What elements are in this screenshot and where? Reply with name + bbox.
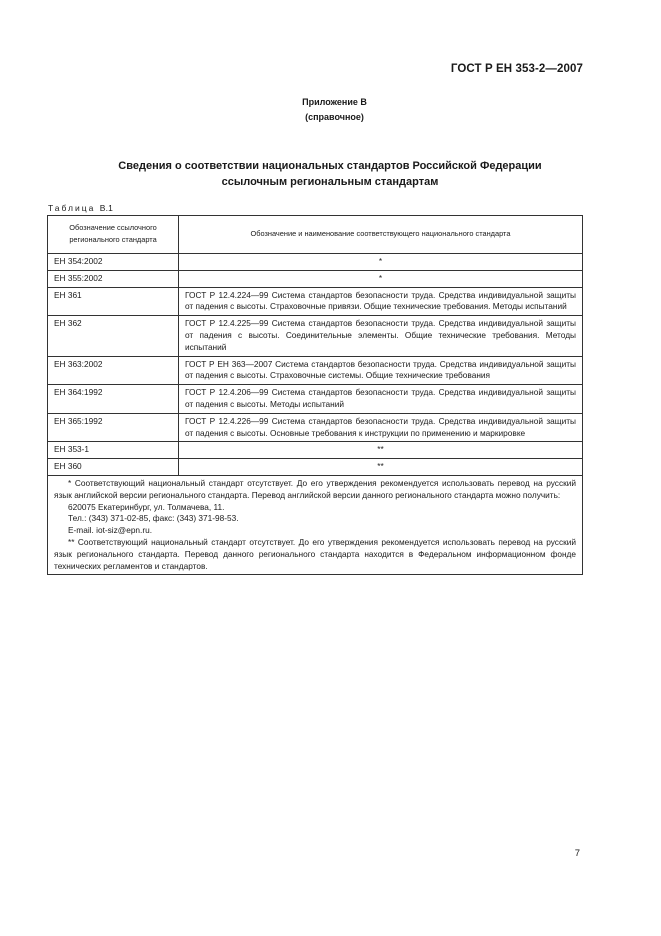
contact-address: 620075 Екатеринбург, ул. Толмачева, 11. bbox=[68, 501, 225, 512]
contact-email: E-mail. iot-siz@epn.ru. bbox=[68, 525, 153, 536]
national-standard-desc: * bbox=[179, 270, 583, 287]
appendix-subtitle: (справочное) bbox=[305, 112, 364, 122]
page-number: 7 bbox=[574, 848, 580, 859]
regional-standard-code: ЕН 365:1992 bbox=[48, 413, 179, 442]
table-row bbox=[48, 459, 583, 476]
national-standard-desc: ГОСТ Р 12.4.225—99 Система стандартов безопасности труда. Средства индивидуальной защиты от падения с высоты. Соединительные элементы. Общие технические требования. Методы испытаний bbox=[179, 316, 583, 356]
column-header-national: Обозначение и наименование соответствующего национального стандарта bbox=[179, 216, 583, 254]
table-row bbox=[48, 385, 583, 414]
table-row bbox=[48, 270, 583, 287]
national-standard-desc: ГОСТ Р 12.4.206—99 Система стандартов безопасности труда. Средства индивидуальной защиты от падения с высоты. Методы испытаний bbox=[179, 385, 583, 414]
table-row bbox=[48, 254, 583, 271]
correspondence-table bbox=[47, 215, 583, 575]
table-row bbox=[48, 356, 583, 385]
regional-standard-code: ЕН 353-1 bbox=[48, 442, 179, 459]
table-row bbox=[48, 413, 583, 442]
regional-standard-code: ЕН 360 bbox=[48, 459, 179, 476]
regional-standard-code: ЕН 362 bbox=[48, 316, 179, 356]
regional-standard-code: ЕН 361 bbox=[48, 287, 179, 316]
national-standard-desc: ГОСТ Р ЕН 363—2007 Система стандартов безопасности труда. Средства индивидуальной защиты от падения с высоты. Страховочные системы. Общие технические требования bbox=[179, 356, 583, 385]
regional-standard-code: ЕН 354:2002 bbox=[48, 254, 179, 271]
appendix-block bbox=[0, 95, 661, 125]
table-row bbox=[48, 287, 583, 316]
table-notes bbox=[48, 475, 583, 574]
table-caption-label: Таблица bbox=[48, 203, 96, 213]
national-standard-desc: ГОСТ Р 12.4.226—99 Система стандартов безопасности труда. Средства индивидуальной защиты от падения с высоты. Основные требования к инструкции по применению и маркировке bbox=[179, 413, 583, 442]
heading-line-1: Сведения о соответствии национальных стандартов Российской Федерации bbox=[118, 160, 542, 172]
national-standard-desc: ** bbox=[179, 459, 583, 476]
regional-standard-code: ЕН 363:2002 bbox=[48, 356, 179, 385]
regional-standard-code: ЕН 364:1992 bbox=[48, 385, 179, 414]
section-heading bbox=[80, 158, 580, 190]
contact-phone: Тел.: (343) 371-02-85, факс: (343) 371-98-53. bbox=[68, 513, 239, 524]
table-caption bbox=[48, 203, 113, 213]
national-standard-desc: ГОСТ Р 12.4.224—99 Система стандартов безопасности труда. Средства индивидуальной защиты от падения с высоты. Страховочные привязи. Общие технические требования. Методы испытаний bbox=[179, 287, 583, 316]
footnote-1: * Соответствующий национальный стандарт отсутствует. До его утверждения рекомендуется использовать перевод на русский язык английской версии регионального стандарта. Перевод английской версии данного регионального стандарта можно получить: bbox=[54, 477, 576, 500]
heading-line-2: ссылочным региональным стандартам bbox=[221, 176, 439, 188]
table-notes-row bbox=[48, 475, 583, 574]
national-standard-desc: ** bbox=[179, 442, 583, 459]
column-header-regional: Обозначение ссылочного регионального стандарта bbox=[48, 216, 179, 254]
appendix-title: Приложение В bbox=[302, 97, 367, 107]
document-code: ГОСТ Р ЕН 353-2—2007 bbox=[450, 63, 583, 75]
table-caption-number: В.1 bbox=[99, 203, 114, 213]
table-header-row bbox=[48, 216, 583, 254]
table-row bbox=[48, 316, 583, 356]
national-standard-desc: * bbox=[179, 254, 583, 271]
footnote-2: ** Соответствующий национальный стандарт отсутствует. До его утверждения рекомендуется использовать перевод на русский язык регионального стандарта. Перевод данного регионального стандарта находится в Федеральном информационном фонде технических регламентов и стандартов. bbox=[54, 536, 576, 571]
regional-standard-code: ЕН 355:2002 bbox=[48, 270, 179, 287]
table-row bbox=[48, 442, 583, 459]
